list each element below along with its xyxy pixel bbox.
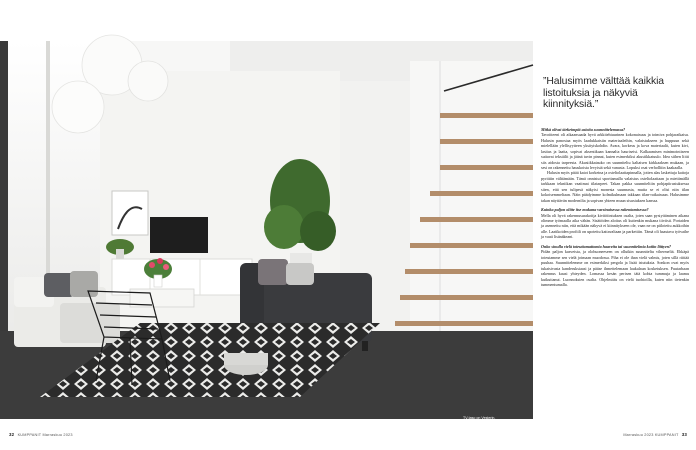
issue-date: Marraskuu 2023 <box>623 433 654 437</box>
article-paragraph: Tavoitteeni oli aikaansaada hyvä arkkitehtuurinen kokonaisuus ja toimiva pohjaratkaisu. Halusin panostaa myös laadukkaisiin materiaaleihin, valaistukseen ja huppuun sekä mielellään ylellisyytteen yksityiskohdin. Avara, korkeus ja kova materiaalit, kuten kivi, lasitus ja laatta, sopivat aksentikaan kannalta hauriseisi. Kalkaamisen minimointiseen suttavat tekstiilit ja jäänä tuvin pinnat, kuten esimerkiksi akustikkatuulo. Idea siihen liitti siis aidosta tarpeesta. Akustikkatauko on suunniteltu kaltaisen kirkkaaksen mukaan, ja sesi on rakennettu hauskoista levyistä sekä vanusta. Lopuksi osat verholliiin kaakaalla. <box>541 132 689 170</box>
television <box>150 217 208 253</box>
pendant-lamp <box>128 61 168 101</box>
magazine-name: KUMPPANIT <box>654 433 679 437</box>
living-room-illustration <box>0 41 533 419</box>
footer-left <box>7 432 73 437</box>
footer-right <box>623 432 689 437</box>
issue-date: Marraskuu 2023 <box>42 433 73 437</box>
pull-quote: ”Halusimme välttää kaikkia listoituksia ja näkyviä kiinnityksiä.” <box>543 76 664 111</box>
photo-caption: TV-taso on Vesterin, korinkaa plattaperasa ent Barramen syvedesvstaa nen kiertovarast. Aarlo lyeli-sohvin saanttilet vaatet päättuet seks-laan. <box>463 416 505 443</box>
article-question: Kuinka paljon olitte itse mukana varsinaisessa rakentamisessa? <box>541 207 649 213</box>
stair-wall <box>410 61 533 361</box>
article-body <box>541 127 689 288</box>
magazine-name: KUMPPANIT <box>17 433 42 437</box>
article-question: Mitkä olivat tärkeimpiä asioita suunnittelemassa? <box>541 126 626 132</box>
article-paragraph: Pidän paljon kasveista, ja olohuoneeseen on ollutkin suunniteltu vihermeliä. Ehkäpä toteutamme sen vielä joimaan muodossa. Piha ei ole ihan vielä valmis, joten sillä riittää puuhaa. Suunnittelemme on esimerkiksi pergola ja lisää istutuksia. Sonkon ovat myös tukaisivasta kanderuksiaasi ja pääse ihmettelemaan laukalaun kosketuksen. Puutarhaan rakennus kausi yhteyden. Lomassa kesän perisen tätä kohta tummuja ja laamu kutkuttanut. Luonnoksien osalta. Ohjelmitäs on vielä tuohioilla, kuten niin tietenkin tummentumalla. <box>541 249 689 288</box>
article-paragraph: Halusin myös pitää katot korkeina ja osteltolaattapinnalla, jotten alas laskettuja kattoja pyrittiin välttämään. Tämä onnistui sporttamalla valaistus osteltolaattaan ja miettimällä tarkkaan tekniikan vaatimat tilatarpeet. Takan pakka suunniteltiin pohjapiirustuksessa siten, että sen tulipesä näkyisi monesta suunnasta, mutta se ei olisi niin tilan kokoisemmeltaan. Näin päädyimme kolmikulmaan takkaan tilan-ratkaisuun. Halusimme takan näyttävän modernilta ja sopivan yhteen muun sisustuksen kanssa. <box>541 170 689 203</box>
window-frame-left <box>0 41 8 371</box>
pendant-lamp <box>52 81 104 133</box>
article-paragraph: Mella oli hyvä rakennusurakoitja kivitöiintuksen osalta, joten saan pystyttäminen aikana olimme työmaalla aika vähän. Sisätöiden aloitus oli kuitenkin mukana tiiviisti. Portaiden ja asennettu niin, että mikään näkyvä ei kiinnitykseen ole, vaan ne on piilotettu aukkoihin alle. Laatikoiden profiili on upotettu kattavaltaan ja parkettiin. Tämä oli haastava työvaihe ja vaati lisänäkeani. <box>541 212 689 240</box>
page-number: 33 <box>681 432 687 437</box>
page-number: 32 <box>9 432 15 437</box>
text-column <box>541 76 689 287</box>
article-question: Onko sinulla vielä toteuttamattomia haaveita tai suunnitelmia kotiin liittyen? <box>541 243 672 249</box>
